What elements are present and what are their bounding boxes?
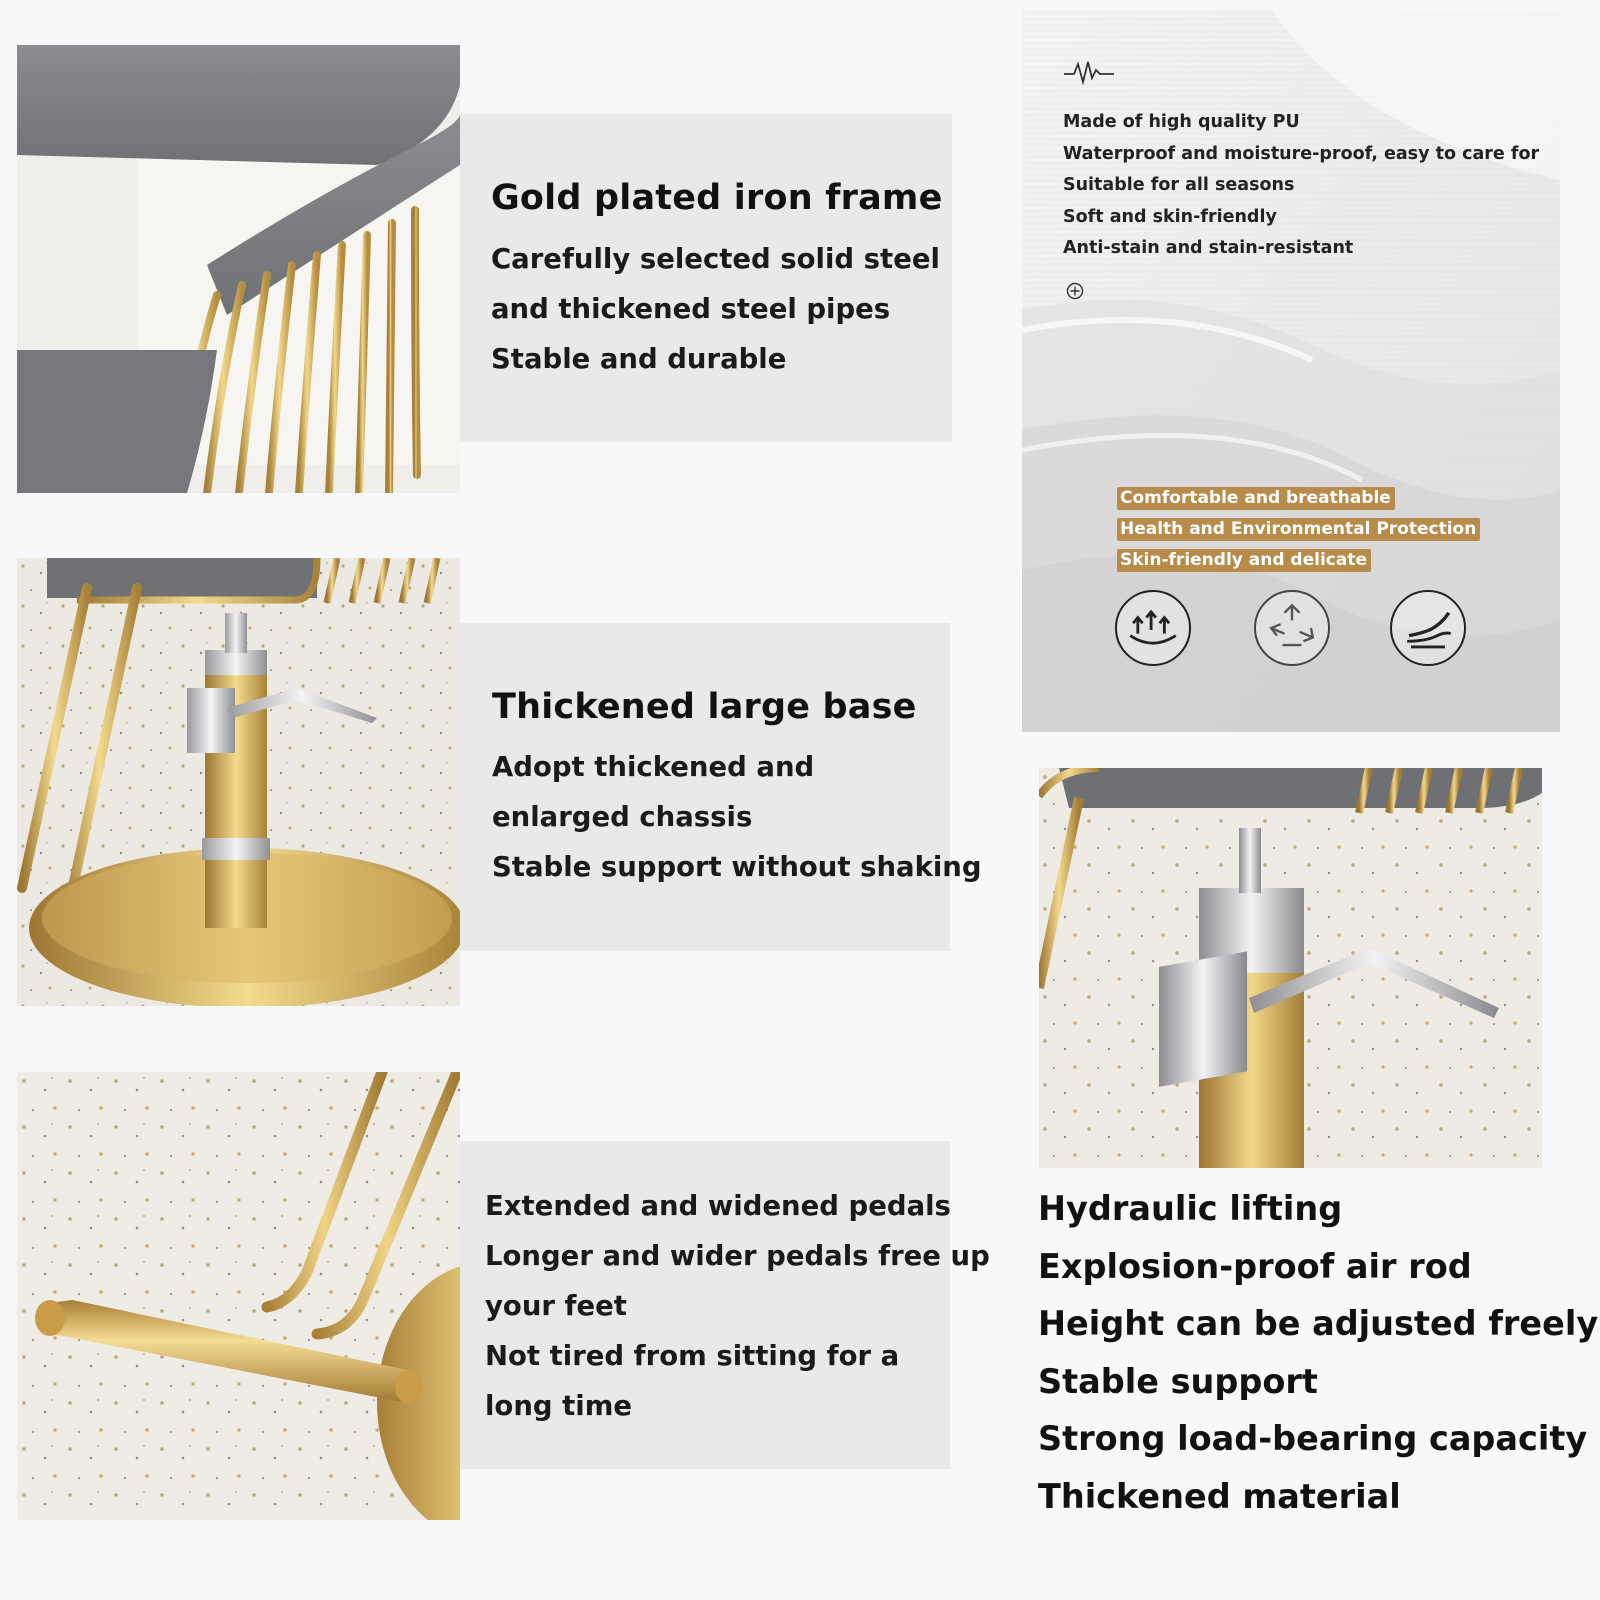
base-feature-line-3: Stable support without shaking bbox=[492, 851, 982, 883]
fabric-line-5: Anti-stain and stain-resistant bbox=[1063, 238, 1354, 258]
fabric-tag-1: Comfortable and breathable bbox=[1117, 487, 1395, 510]
base-feature-line-2: enlarged chassis bbox=[492, 801, 753, 833]
hydraulic-photo bbox=[1039, 768, 1542, 1168]
fabric-line-2: Waterproof and moisture-proof, easy to care for bbox=[1063, 143, 1540, 164]
hydraulic-line-6: Thickened material bbox=[1038, 1476, 1401, 1516]
pedal-feature-line-5: long time bbox=[485, 1390, 633, 1422]
pedal-feature-line-3: your feet bbox=[485, 1290, 627, 1322]
base-photo bbox=[17, 558, 460, 1006]
base-feature-box bbox=[460, 623, 982, 951]
pedal-feature-box bbox=[460, 1141, 990, 1469]
pedal-photo bbox=[17, 1072, 460, 1520]
fabric-line-4: Soft and skin-friendly bbox=[1063, 206, 1277, 227]
fabric-tag-2: Health and Environmental Protection bbox=[1117, 518, 1480, 541]
fabric-line-1: Made of high quality PU bbox=[1063, 112, 1300, 132]
frame-feature-box bbox=[460, 114, 952, 442]
fabric-panel bbox=[1022, 10, 1560, 732]
plus-circle-icon bbox=[1066, 282, 1084, 300]
pedal-feature-line-2: Longer and wider pedals free up bbox=[485, 1240, 990, 1272]
frame-feature-title: Gold plated iron frame bbox=[491, 178, 943, 218]
frame-photo bbox=[17, 45, 460, 493]
recycle-icon bbox=[1254, 590, 1330, 666]
hydraulic-line-4: Stable support bbox=[1038, 1361, 1318, 1401]
breathable-arrows-icon bbox=[1115, 590, 1191, 666]
hydraulic-line-1: Hydraulic lifting bbox=[1038, 1189, 1343, 1228]
pedal-feature-line-1: Extended and widened pedals bbox=[485, 1190, 951, 1222]
fabric-tag-3: Skin-friendly and delicate bbox=[1117, 549, 1371, 572]
hydraulic-line-3: Height can be adjusted freely bbox=[1038, 1304, 1599, 1343]
pedal-feature-line-4: Not tired from sitting for a bbox=[485, 1340, 900, 1372]
base-feature-line-1: Adopt thickened and bbox=[492, 751, 815, 783]
frame-feature-line-3: Stable and durable bbox=[491, 343, 787, 375]
hydraulic-line-5: Strong load-bearing capacity bbox=[1038, 1419, 1588, 1458]
fabric-line-3: Suitable for all seasons bbox=[1063, 175, 1295, 195]
base-feature-title: Thickened large base bbox=[492, 687, 917, 727]
waveform-icon bbox=[1064, 58, 1114, 86]
frame-feature-line-2: and thickened steel pipes bbox=[491, 293, 891, 325]
hand-feather-icon bbox=[1390, 590, 1466, 666]
hydraulic-line-2: Explosion-proof air rod bbox=[1038, 1246, 1472, 1286]
frame-feature-line-1: Carefully selected solid steel bbox=[491, 243, 940, 275]
